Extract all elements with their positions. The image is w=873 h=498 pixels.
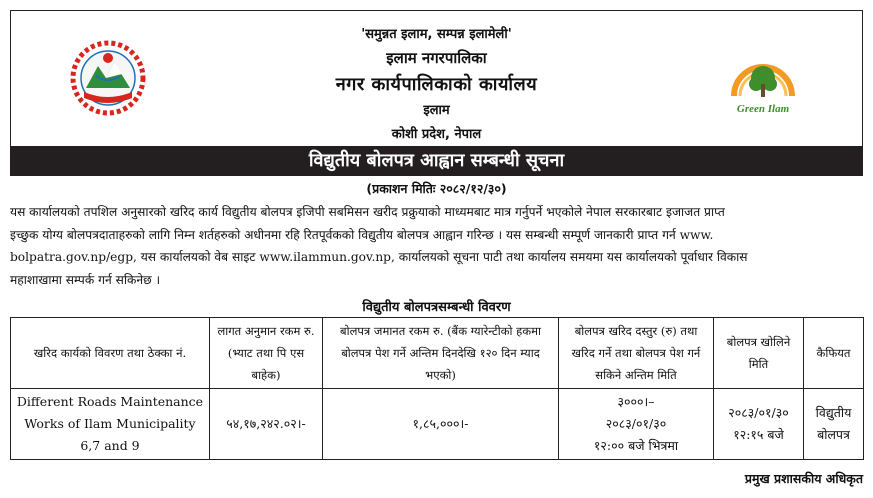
org-name: इलाम नगरपालिका — [386, 49, 487, 67]
publication-date: (प्रकाशन मितिः २०८२/१२/३०) — [366, 181, 507, 196]
fee-amount: ३०००।– — [617, 394, 655, 409]
green-ilam-text: Green Ilam — [736, 103, 790, 115]
table-row — [11, 389, 864, 460]
paragraph-line: महाशाखामा सम्पर्क गर्न सकिनेछ । — [10, 272, 161, 287]
signatory: प्रमुख प्रशासकीय अधिकृत — [744, 471, 863, 486]
header-bid-security: बोलपत्र जमानत रकम रु. (बैंक ग्यारेन्टीको हकमा बोलपत्र पेश गर्ने अन्तिम दिनदेखि १२० दिन म्याद भएको) — [323, 318, 559, 389]
bid-table — [10, 317, 864, 460]
notice-paragraph — [10, 201, 863, 291]
header-opening-date: बोलपत्र खोलिने मिति — [714, 318, 804, 389]
notice-title: विद्युतीय बोलपत्र आह्वान सम्बन्धी सूचना — [10, 146, 863, 176]
opening-date: २०८३/०१/३० — [728, 405, 789, 420]
green-ilam-logo-icon — [714, 48, 812, 120]
cell-purchase-fee — [559, 389, 714, 460]
cell-description: Different Roads Maintenance Works of Ilam Municipality 6,7 and 9 — [11, 389, 210, 460]
district: इलाम — [423, 103, 450, 118]
header-description: खरिद कार्यको विवरण तथा ठेक्का नं. — [11, 318, 210, 389]
fee-deadline-time: १२:०० बजे भित्रमा — [593, 438, 679, 453]
paragraph-line: यस कार्यालयको तपशिल अनुसारको खरिद कार्य विद्युतीय बोलपत्र इजिपी सबमिसन खरीद प्रक्रुयाको माध्यमबाट मात्र गर्नुपर्ने भएकोले नेपाल सरकारबाट इजाजत प्राप्त — [10, 205, 725, 219]
table-header-row — [11, 318, 864, 389]
cell-remarks: विद्युतीय बोलपत्र — [804, 389, 864, 460]
office-name: नगर कार्यपालिकाको कार्यालय — [335, 74, 538, 95]
fee-deadline-date: २०८३/०१/३० — [605, 416, 667, 431]
cell-cost-estimate: ५४,१७,२४२.०२।- — [210, 389, 323, 460]
header-cost-estimate: लागत अनुमान रकम रु. (भ्याट तथा पि एस बाहेक) — [210, 318, 323, 389]
cell-opening-date — [714, 389, 804, 460]
table-title: विद्युतीय बोलपत्रसम्बन्धी विवरण — [362, 300, 511, 315]
header-purchase-fee: बोलपत्र खरिद दस्तुर (रु) तथा खरिद गर्ने तथा बोलपत्र पेश गर्न सकिने अन्तिम मिति — [559, 318, 714, 389]
opening-time: १२:१५ बजे — [733, 427, 784, 442]
paragraph-line: bolpatra.gov.np/egp, यस कार्यालयको वेब साइट www.ilammun.gov.np, कार्यालयको सूचना पाटी तथा कार्यालय समयमा यस कार्यालयको पूर्वाधार विकास — [10, 250, 748, 264]
paragraph-line: इच्छुक योग्य बोलपत्रदाताहरुको लागि निम्न शर्तहरुको अधीनमा रहि रितपूर्वकको विद्युतीय बोलपत्र आह्वान गरिन्छ । यस सम्बन्धी सम्पूर्ण जानकारी प्राप्त गर्न www. — [10, 227, 714, 242]
motto: 'समुन्नत इलाम, सम्पन्न इलामेली' — [361, 27, 512, 42]
header-remarks: कैफियत — [804, 318, 864, 389]
province: कोशी प्रदेश, नेपाल — [391, 127, 482, 142]
cell-bid-security: १,८५,०००।- — [323, 389, 559, 460]
